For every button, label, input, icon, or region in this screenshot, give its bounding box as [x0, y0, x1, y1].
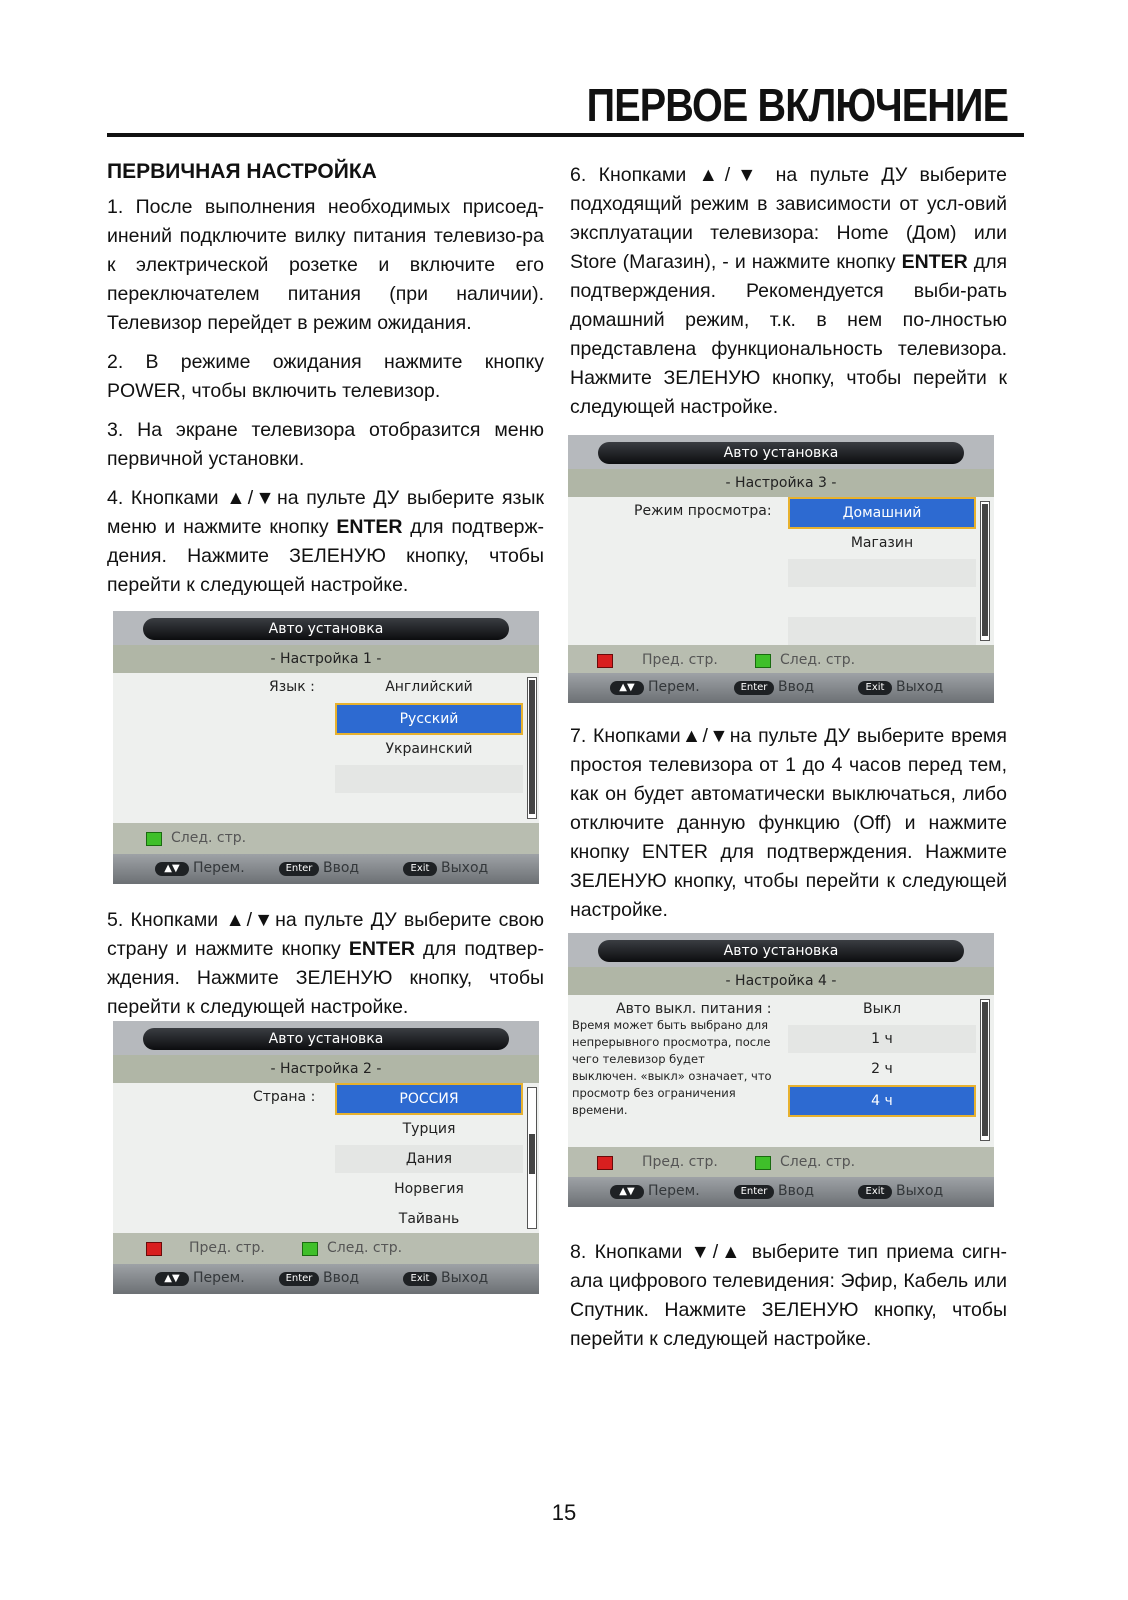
green-key-icon: [756, 655, 770, 667]
enter-key-icon: Enter: [734, 1185, 774, 1199]
enter-label: Ввод: [778, 679, 815, 695]
view-mode-option-empty: [788, 559, 976, 587]
language-option-empty: [335, 765, 523, 793]
step-5: 5. Кнопками ▲/▼на пульте ДУ выберите свою страну и нажмите кнопку ENTER для подтвер-ждения. Нажмите ЗЕЛЕНУЮ кнопку, чтобы перейти к следующей настройке.: [107, 909, 544, 1018]
next-page-label: След. стр.: [780, 652, 856, 668]
exit-key-icon: Exit: [858, 1185, 892, 1199]
country-option[interactable]: Норвегия: [394, 1181, 464, 1197]
section-heading: ПЕРВИЧНАЯ НАСТРОЙКА: [107, 160, 377, 183]
nav-key-icon: ▲▼: [610, 681, 644, 695]
page-number: 15: [551, 1500, 577, 1525]
menu-title: Авто установка: [143, 1028, 509, 1050]
next-page-label: След. стр.: [780, 1154, 856, 1170]
left-column-step5: [107, 906, 544, 1022]
enter-key-icon: Enter: [279, 862, 319, 876]
view-mode-option-empty: [788, 617, 976, 645]
page-title: ПЕРВОЕ ВКЛЮЧЕНИЕ: [586, 79, 1008, 131]
prev-page-label: Пред. стр.: [642, 652, 718, 668]
setup-subtitle: - Настройка 2 -: [113, 1055, 539, 1083]
step-3: 3. На экране телевизора отобразится меню первичной установки.: [107, 419, 544, 470]
enter-key-icon: Enter: [279, 1272, 319, 1286]
menu-title: Авто установка: [598, 940, 964, 962]
right-column-step8: [570, 1238, 1007, 1354]
tv-screen-setup-2: [113, 1021, 539, 1294]
country-option[interactable]: Турция: [402, 1121, 456, 1137]
scrollbar[interactable]: [527, 1087, 537, 1229]
title-rule: [107, 133, 1024, 137]
next-page-label: След. стр.: [171, 830, 247, 846]
exit-key-icon: Exit: [403, 1272, 437, 1286]
right-column-step6: [570, 161, 1007, 422]
view-mode-label: Режим просмотра:: [634, 503, 772, 519]
setup-subtitle: - Настройка 3 -: [568, 469, 994, 497]
nav-label: Перем.: [648, 679, 700, 695]
tv-screen-setup-4: [568, 933, 994, 1207]
nav-key-icon: ▲▼: [155, 1272, 189, 1286]
language-option[interactable]: Украинский: [385, 741, 473, 757]
step-7: 7. Кнопками▲/▼на пульте ДУ выберите время простоя телевизора от 1 до 4 часов перед тем, как он будет автоматически выключаться, либо отключите данную функцию (Off) и нажмите кнопку ENTER для подтверждения. Нажмите ЗЕЛЕНУЮ кнопку, чтобы перейти к следующей настройке.: [570, 725, 1007, 921]
country-option-selected[interactable]: РОССИЯ: [337, 1085, 521, 1113]
language-option-empty: [335, 795, 523, 823]
tv-screen-setup-3: [568, 435, 994, 703]
next-page-label: След. стр.: [327, 1240, 403, 1256]
setup-subtitle: - Настройка 1 -: [113, 645, 539, 673]
setup-subtitle: - Настройка 4 -: [568, 967, 994, 995]
view-mode-option[interactable]: Магазин: [850, 535, 914, 551]
prev-page-label: Пред. стр.: [189, 1240, 265, 1256]
green-key-icon: [756, 1157, 770, 1169]
auto-off-option[interactable]: 2 ч: [871, 1061, 893, 1077]
enter-label: Ввод: [323, 860, 360, 876]
step-1: 1. После выполнения необходимых присоед-инений подключите вилку питания телевизо-ра к электрической розетке и включите его переключателем питания (при наличии). Телевизор перейдет в режим ожидания.: [107, 196, 544, 334]
step-6: 6. Кнопками ▲/▼ на пульте ДУ выберите подходящий режим в зависимости от усл-овий эксплуатации телевизора: Home (Дом) или Store (Магазин), - и нажмите кнопку ENTER для подтверждения. Рекомендуется выби-рать домашний режим, т.к. в нем по-лностью представлена функциональность телевизора. Нажмите ЗЕЛЕНУЮ кнопку, чтобы перейти к следующей настройке.: [570, 164, 1008, 418]
red-key-icon: [598, 1157, 612, 1169]
exit-key-icon: Exit: [403, 862, 437, 876]
language-label: Язык :: [269, 679, 315, 695]
right-column-step7: [570, 722, 1007, 925]
nav-key-icon: ▲▼: [155, 862, 189, 876]
auto-off-option[interactable]: Выкл: [862, 1001, 902, 1017]
enter-key-icon: Enter: [734, 681, 774, 695]
menu-title: Авто установка: [143, 618, 509, 640]
left-column-top: [107, 193, 544, 600]
nav-label: Перем.: [648, 1183, 700, 1199]
red-key-icon: [598, 655, 612, 667]
menu-title: Авто установка: [598, 442, 964, 464]
green-key-icon: [147, 833, 161, 845]
exit-label: Выход: [441, 860, 489, 876]
language-option[interactable]: Английский: [385, 679, 473, 695]
exit-label: Выход: [441, 1270, 489, 1286]
view-mode-option-empty: [788, 589, 976, 617]
exit-label: Выход: [896, 679, 944, 695]
green-key-icon: [303, 1243, 317, 1255]
prev-page-label: Пред. стр.: [642, 1154, 718, 1170]
auto-off-label: Авто выкл. питания :: [616, 1001, 772, 1017]
enter-label: Ввод: [778, 1183, 815, 1199]
nav-key-icon: ▲▼: [610, 1185, 644, 1199]
country-label: Страна :: [253, 1089, 316, 1105]
tv-screen-setup-1: [113, 611, 539, 884]
step-2: 2. В режиме ожидания нажмите кнопку POWER, чтобы включить телевизор.: [107, 351, 544, 402]
nav-label: Перем.: [193, 1270, 245, 1286]
country-option[interactable]: Тайвань: [398, 1211, 460, 1227]
auto-off-info: Время может быть выбрано для непрерывного просмотра, после чего телевизор будет выключен. «выкл» означает, что просмотр без ограничения времени.: [572, 1018, 772, 1117]
country-option[interactable]: Дания: [335, 1145, 523, 1173]
scrollbar[interactable]: [527, 677, 537, 819]
view-mode-option-selected[interactable]: Домашний: [790, 499, 974, 527]
red-key-icon: [147, 1243, 161, 1255]
exit-key-icon: Exit: [858, 681, 892, 695]
auto-off-option-selected[interactable]: 4 ч: [790, 1087, 974, 1115]
auto-off-option[interactable]: 1 ч: [788, 1025, 976, 1053]
exit-label: Выход: [896, 1183, 944, 1199]
language-option-selected[interactable]: Русский: [337, 705, 521, 733]
enter-label: Ввод: [323, 1270, 360, 1286]
step-8: 8. Кнопками ▼/▲ выберите тип приема сигн-ала цифрового телевидения: Эфир, Кабель или Спутник. Нажмите ЗЕЛЕНУЮ кнопку, чтобы перейти к следующей настройке.: [570, 1241, 1007, 1350]
scrollbar[interactable]: [980, 501, 990, 641]
step-4: 4. Кнопками ▲/▼на пульте ДУ выберите язык меню и нажмите кнопку ENTER для подтверж-дения. Нажмите ЗЕЛЕНУЮ кнопку, чтобы перейти к следующей настройке.: [107, 487, 544, 596]
nav-label: Перем.: [193, 860, 245, 876]
scrollbar[interactable]: [980, 999, 990, 1141]
